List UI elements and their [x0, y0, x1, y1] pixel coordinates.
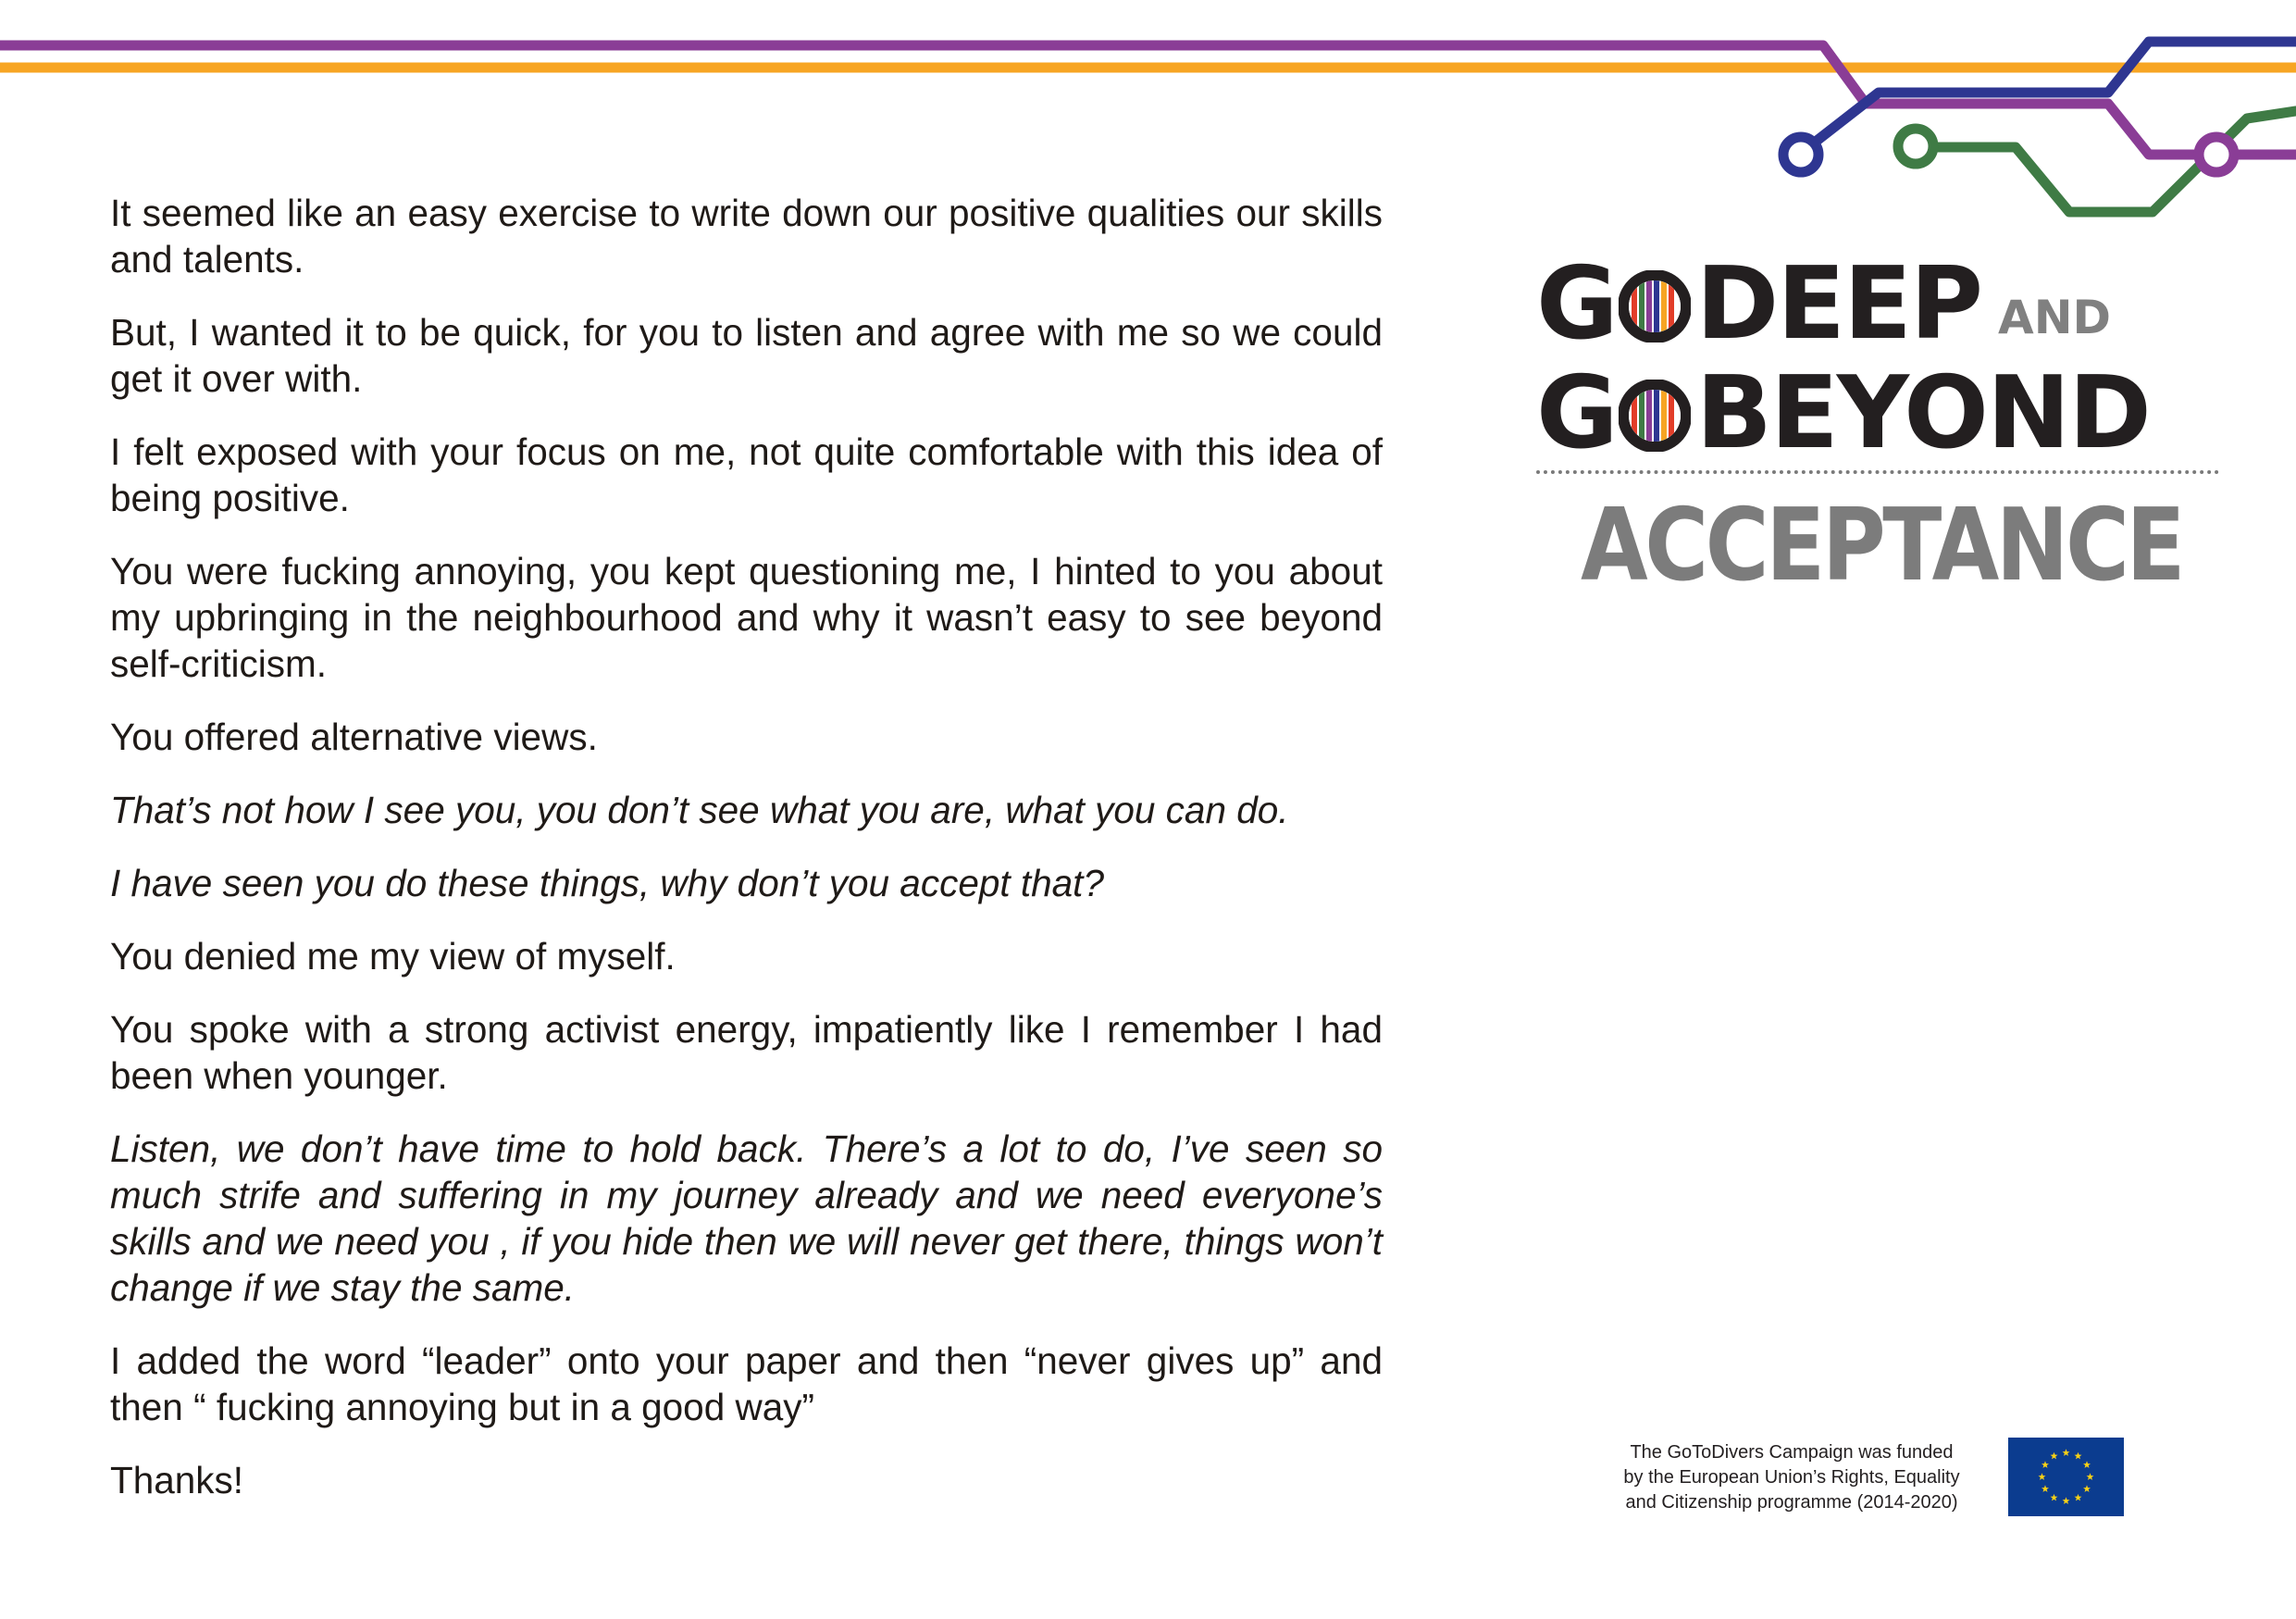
logo-row-go-beyond [1536, 355, 2240, 471]
logo-and: AND [1998, 291, 2112, 344]
acceptance-title: ACCEPTANCE [1580, 488, 2183, 604]
paragraph: You denied me my view of myself. [110, 935, 676, 978]
logo-deep: DEEP [1695, 246, 1982, 362]
rainbow-o-icon [1619, 270, 1691, 342]
paragraph-italic: I have seen you do these things, why don’t you accept that? [110, 862, 1104, 904]
paragraph: I felt exposed with your focus on me, not quite comfortable with this idea of being positive. [110, 430, 1383, 519]
dotted-divider [1536, 470, 2219, 474]
navy-line [1812, 42, 2296, 144]
campaign-logo [1536, 246, 2240, 471]
paragraph: You offered alternative views. [110, 716, 598, 758]
paragraph: I added the word “leader” onto your paper and then “never gives up” and then “ fucking annoying but in a good way” [110, 1339, 1383, 1428]
logo-go-g: G [1536, 355, 1617, 471]
paragraph: But, I wanted it to be quick, for you to listen and agree with me so we could get it over with. [110, 311, 1383, 400]
logo-row-go-deep [1536, 246, 2240, 362]
funding-notice [1588, 1440, 1995, 1515]
paragraph-italic: That’s not how I see you, you don’t see what you are, what you can do. [110, 789, 1289, 831]
funding-line: by the European Union’s Rights, Equality [1623, 1467, 1960, 1488]
purple-station-icon [2199, 137, 2234, 172]
green-line [1933, 111, 2296, 212]
paragraph: Thanks! [110, 1459, 244, 1501]
paragraph: You spoke with a strong activist energy, impatiently like I remember I had been when younger. [110, 1008, 1383, 1097]
navy-station-icon [1783, 137, 1818, 172]
paragraph: You were fucking annoying, you kept questioning me, I hinted to you about my upbringing in the neighbourhood and why it wasn’t easy to see beyond self-criticism. [110, 550, 1383, 685]
rainbow-o-icon [1619, 380, 1691, 452]
logo-beyond: BEYOND [1695, 355, 2150, 471]
paragraph-italic: Listen, we don’t have time to hold back. There’s a lot to do, I’ve seen so much strife and suffering in my journey already and we need everyone’s skills and we need you , if you hide then we will never get there, things won’t change if we stay the same. [110, 1127, 1383, 1309]
purple-line [0, 45, 2216, 155]
logo-go-g: G [1536, 246, 1617, 362]
story-text [110, 190, 1383, 1530]
funding-line: and Citizenship programme (2014-2020) [1625, 1492, 1958, 1513]
paragraph: It seemed like an easy exercise to write down our positive qualities our skills and talents. [110, 192, 1383, 280]
funding-line: The GoToDivers Campaign was funded [1630, 1442, 1954, 1463]
green-station-icon [1898, 129, 1933, 164]
eu-flag-icon [2008, 1438, 2124, 1516]
